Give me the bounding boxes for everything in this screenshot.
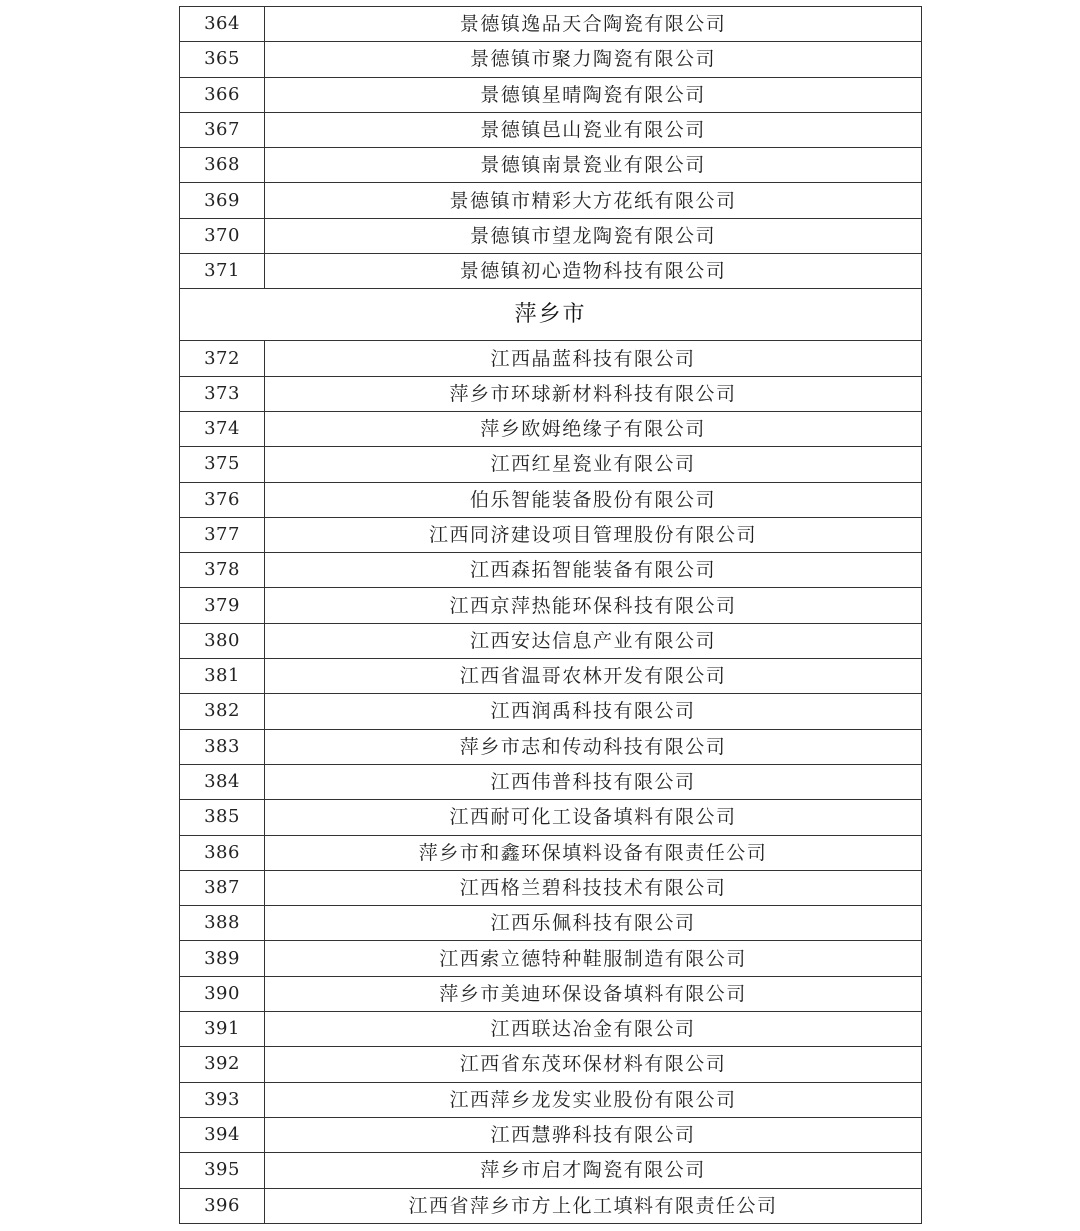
row-number: 367 [180, 112, 265, 147]
row-number: 394 [180, 1117, 265, 1152]
table-row [180, 148, 922, 183]
company-name: 江西萍乡龙发实业股份有限公司 [265, 1082, 922, 1117]
row-number: 392 [180, 1047, 265, 1082]
company-name: 江西森拓智能装备有限公司 [265, 553, 922, 588]
row-number: 396 [180, 1188, 265, 1223]
table-row [180, 1117, 922, 1152]
company-name: 伯乐智能装备股份有限公司 [265, 482, 922, 517]
table-row [180, 218, 922, 253]
table-row [180, 659, 922, 694]
company-name: 江西京萍热能环保科技有限公司 [265, 588, 922, 623]
row-number: 371 [180, 254, 265, 289]
row-number: 366 [180, 77, 265, 112]
company-name: 萍乡市启才陶瓷有限公司 [265, 1153, 922, 1188]
table-row [180, 42, 922, 77]
table-row [180, 254, 922, 289]
company-name: 景德镇逸品天合陶瓷有限公司 [265, 7, 922, 42]
table-row [180, 694, 922, 729]
row-number: 377 [180, 517, 265, 552]
table-row [180, 482, 922, 517]
company-name: 景德镇市精彩大方花纸有限公司 [265, 183, 922, 218]
row-number: 395 [180, 1153, 265, 1188]
table-row [180, 1047, 922, 1082]
table-row [180, 517, 922, 552]
row-number: 364 [180, 7, 265, 42]
company-name: 江西耐可化工设备填料有限公司 [265, 800, 922, 835]
table-row [180, 835, 922, 870]
row-number: 385 [180, 800, 265, 835]
company-name: 景德镇邑山瓷业有限公司 [265, 112, 922, 147]
section-title: 萍乡市 [180, 289, 922, 341]
company-name: 江西慧骅科技有限公司 [265, 1117, 922, 1152]
table-row [180, 1012, 922, 1047]
company-name: 江西同济建设项目管理股份有限公司 [265, 517, 922, 552]
company-name: 萍乡欧姆绝缘子有限公司 [265, 411, 922, 446]
company-name: 景德镇初心造物科技有限公司 [265, 254, 922, 289]
row-number: 376 [180, 482, 265, 517]
table-row [180, 447, 922, 482]
table-row [180, 800, 922, 835]
company-table-body [180, 7, 922, 1224]
table-row [180, 1188, 922, 1223]
row-number: 365 [180, 42, 265, 77]
row-number: 393 [180, 1082, 265, 1117]
company-name: 萍乡市和鑫环保填料设备有限责任公司 [265, 835, 922, 870]
row-number: 387 [180, 870, 265, 905]
row-number: 388 [180, 906, 265, 941]
table-row [180, 77, 922, 112]
company-name: 萍乡市美迪环保设备填料有限公司 [265, 976, 922, 1011]
company-name: 江西省温哥农林开发有限公司 [265, 659, 922, 694]
table-row [180, 341, 922, 376]
table-row [180, 941, 922, 976]
company-name: 萍乡市环球新材料科技有限公司 [265, 376, 922, 411]
section-header-row [180, 289, 922, 341]
company-name: 景德镇市望龙陶瓷有限公司 [265, 218, 922, 253]
table-row [180, 870, 922, 905]
company-name: 景德镇南景瓷业有限公司 [265, 148, 922, 183]
table-row [180, 764, 922, 799]
company-name: 江西伟普科技有限公司 [265, 764, 922, 799]
table-row [180, 112, 922, 147]
row-number: 383 [180, 729, 265, 764]
table-row [180, 906, 922, 941]
company-name: 萍乡市志和传动科技有限公司 [265, 729, 922, 764]
row-number: 373 [180, 376, 265, 411]
table-row [180, 976, 922, 1011]
row-number: 389 [180, 941, 265, 976]
company-table [179, 6, 922, 1224]
table-row [180, 1082, 922, 1117]
table-row [180, 183, 922, 218]
row-number: 384 [180, 764, 265, 799]
row-number: 368 [180, 148, 265, 183]
table-row [180, 588, 922, 623]
table-row [180, 376, 922, 411]
company-name: 景德镇市聚力陶瓷有限公司 [265, 42, 922, 77]
company-name: 江西晶蓝科技有限公司 [265, 341, 922, 376]
row-number: 370 [180, 218, 265, 253]
table-row [180, 1153, 922, 1188]
row-number: 382 [180, 694, 265, 729]
company-name: 江西格兰碧科技技术有限公司 [265, 870, 922, 905]
row-number: 380 [180, 623, 265, 658]
row-number: 386 [180, 835, 265, 870]
company-name: 江西联达冶金有限公司 [265, 1012, 922, 1047]
row-number: 390 [180, 976, 265, 1011]
company-name: 江西乐佩科技有限公司 [265, 906, 922, 941]
row-number: 372 [180, 341, 265, 376]
row-number: 391 [180, 1012, 265, 1047]
row-number: 375 [180, 447, 265, 482]
row-number: 369 [180, 183, 265, 218]
table-row [180, 623, 922, 658]
table-row [180, 411, 922, 446]
company-name: 江西润禹科技有限公司 [265, 694, 922, 729]
company-name: 江西索立德特种鞋服制造有限公司 [265, 941, 922, 976]
row-number: 381 [180, 659, 265, 694]
row-number: 379 [180, 588, 265, 623]
company-name: 江西省东茂环保材料有限公司 [265, 1047, 922, 1082]
company-list-sheet [179, 6, 922, 1224]
company-name: 江西安达信息产业有限公司 [265, 623, 922, 658]
company-name: 江西红星瓷业有限公司 [265, 447, 922, 482]
table-row [180, 7, 922, 42]
company-name: 江西省萍乡市方上化工填料有限责任公司 [265, 1188, 922, 1223]
row-number: 378 [180, 553, 265, 588]
table-row [180, 553, 922, 588]
company-name: 景德镇星晴陶瓷有限公司 [265, 77, 922, 112]
table-row [180, 729, 922, 764]
row-number: 374 [180, 411, 265, 446]
